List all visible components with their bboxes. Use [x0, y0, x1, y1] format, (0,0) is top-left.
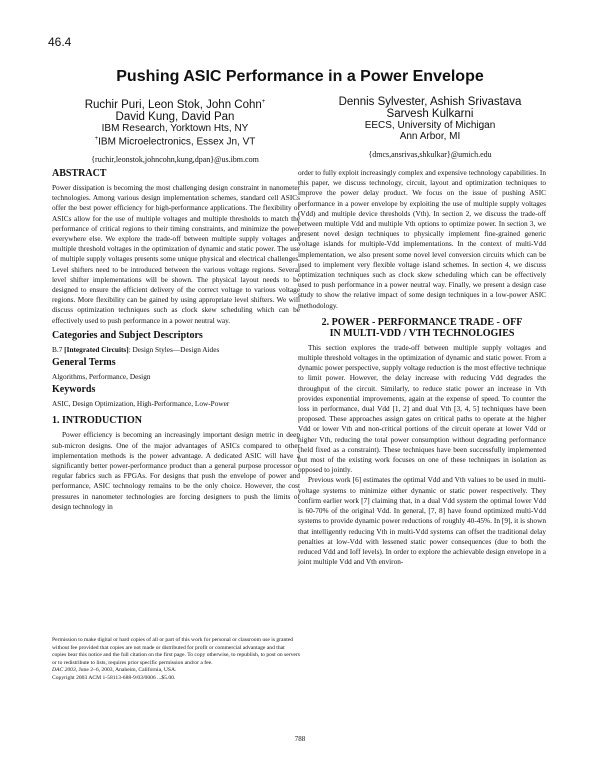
affiliation-umich: EECS, University of Michigan	[364, 120, 496, 131]
categories-text: B.7 [Integrated Circuits]: Design Styles—Design Aides	[52, 344, 220, 354]
author-names-line1: Ruchir Puri, Leon Stok, John Cohn+	[84, 98, 266, 111]
keywords-heading: Keywords	[52, 384, 96, 396]
permission-notice	[52, 637, 300, 682]
email-umich: {dmcs,ansrivas,shkulkar}@umich.edu	[368, 150, 492, 159]
permission-text: Permission to make digital or hard copies of all or part of this work for personal or classroom use is granted without fee provided that copies are not made or distributed for profit or commercial advantage and that copies bear this notice and the full citation on the first page. To copy otherwise, to republish, to post on servers or to redistribute to lists, requires prior specific permission and/or a fee.	[52, 637, 300, 666]
introduction-continued: order to fully exploit increasingly complex and expensive technology capabilities. In this paper, we discuss technology, circuit, layout and optimization techniques to improve the power delay product. We focus on the issue of pushing ASIC performance in a power envelope by exploiting the use of multiple supply voltages (Vdd) and multiple device thresholds (Vth). In section 2, we discuss the trade-off between multiple Vdd and multiple Vth options to optimize power. In section 3, we present novel design techniques to physically implement fine-grained generic voltage islands for multiple-Vdd implementations. In the context of multi-Vdd implementation, we also present some novel level conversion circuits which can be used to implement very flexible voltage island schemes. In section 4, we discuss optimization techniques such as clock skew scheduling which can be effectively used to push performance in a power neutral way. Finally, we present a design case study to show the relative impact of some design techniques in a low-power ASIC methodology.	[298, 168, 546, 310]
affiliation-ibm-research: IBM Research, Yorktown Hts, NY	[101, 122, 249, 134]
copyright-line: Copyright 2003 ACM 1-58113-688-9/03/0006 ...$5.00.	[52, 674, 176, 681]
conference-info: DAC 2003, June 2–6, 2003, Anaheim, California, USA.	[52, 667, 177, 673]
keywords-text: ASIC, Design Optimization, High-Performance, Low-Power	[52, 399, 230, 409]
author-names-line2: David Kung, David Pan	[115, 110, 235, 123]
affiliation-location: Ann Arbor, MI	[399, 131, 461, 142]
introduction-heading: 1. INTRODUCTION	[52, 415, 143, 427]
affiliation-ibm-micro: +IBM Microelectronics, Essex Jn, VT	[94, 135, 256, 148]
author-block-ibm	[40, 96, 310, 165]
paper-title: Pushing ASIC Performance in a Power Envelope	[116, 68, 484, 85]
right-column	[298, 168, 546, 567]
author-names-line2: Sarvesh Kulkarni	[386, 108, 474, 120]
author-names-line1: Dennis Sylvester, Ashish Srivastava	[338, 96, 522, 108]
section2-paragraph2: Previous work [6] estimates the optimal Vdd and Vth values to be used in multi-voltage systems to minimize either dynamic or static power respectively. They confirm earlier work [7] claiming that, in a dual Vdd system the optimal lower Vdd is 60-70% of the original Vdd. In general, [7, 8] have found optimized multi-Vdd systems to provide dynamic power reductions of roughly 40-45%. In [9], it is shown that intelligently reducing Vth in multi-Vdd systems can offset the traditional delay penalties at low-Vdd with lessened static power consequences (due to both the reduced Vdd and Ioff levels). In order to explore the achievable design envelope in a joint multiple Vdd and Vth environ-	[298, 475, 546, 567]
general-terms-heading: General Terms	[52, 357, 116, 369]
email-ibm: {ruchir,leonstok,johncohn,kung,dpan}@us.ibm.com	[91, 155, 259, 165]
page-number: 788	[294, 735, 306, 743]
section2-heading: 2. POWER - PERFORMANCE TRADE - OFF IN MULTI-VDD / VTH TECHNOLOGIES	[321, 316, 523, 339]
author-block-umich	[300, 96, 560, 160]
left-column	[52, 168, 300, 512]
abstract-heading: ABSTRACT	[52, 168, 107, 179]
categories-heading: Categories and Subject Descriptors	[52, 329, 203, 341]
general-terms-text: Algorithms, Performance, Design	[52, 372, 151, 382]
abstract-text: Power dissipation is becoming the most challenging design constraint in nanometer technologies. Among various design implementation schemes, standard cell ASICs offer the best power efficiency for high-performance applications. The flexibility of ASICs allow for the use of multiple voltages and multiple thresholds to match the performance of critical regions to their timing constraints, and minimize the power everywhere else. We explore the trade-off between multiple supply voltages and multiple threshold voltages in the optimization of dynamic and static power. The use of multiple supply voltages presents some unique physical and electrical challenges. Level shifters need to be introduced between the various voltage regions. Several level shifter implementations will be shown. The physical layout needs to be designed to ensure the efficient delivery of the correct voltage to various voltage regions. More flexibility can be gained by using appropriate level shifters. We will discuss optimization techniques such as clock skew scheduling which can be effectively used to push performance in a power neutral way.	[52, 183, 300, 325]
introduction-text: Power efficiency is becoming an increasingly important design metric in deep sub-micron designs. One of the major advantages of ASICs compared to other implementation methods is the power advantage. A dedicated ASIC will have a significantly better power-performance product than a general purpose processor or regular fabrics such as FPGAs. For designs that push the envelope of power and performance, ASIC technology remains to be the only choice. However, the cost pressures in nanometer technologies are forcing designers to push the limits of design technology in	[52, 430, 300, 511]
session-number: 46.4	[48, 35, 72, 49]
section2-paragraph1: This section explores the trade-off between multiple supply voltages and multiple threshold voltages in the optimization of dynamic and static power. From a dynamic power perspective, supply voltage reduction is the most effective technique to limit power. However, the delay increase with reducing Vdd degrades the throughput of the circuit. Similarly, to reduce static power an increase in Vth provides exponential improvements, again at the expense of speed. To counter the loss in performance, dual Vdd [1, 2] and dual Vth [3, 4, 5] techniques have been proposed. These approaches assign gates on critical paths to operate at the higher Vdd or lower Vth and non-critical portions of the circuit operate at lower Vdd or higher Vth, reducing the total power consumption without degrading performance (held fixed as a constraint). These techniques have been successfully implemented but most of the existing work focuses on one of these techniques in isolation as opposed to jointly.	[298, 342, 546, 475]
